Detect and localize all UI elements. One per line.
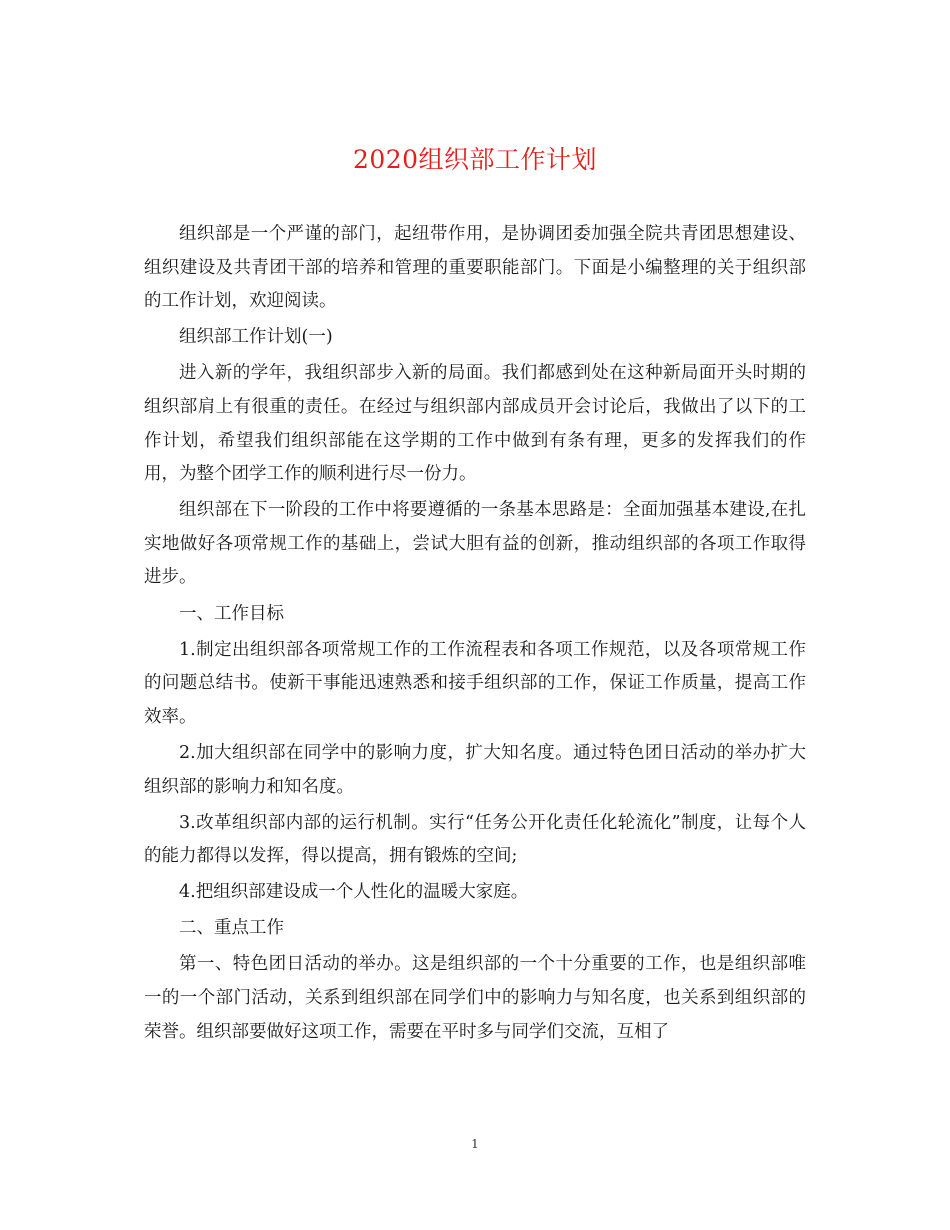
paragraph: 组织部在下一阶段的工作中将要遵循的一条基本思路是：全面加强基本建设,在扎实地做好各项常规工作的基础上，尝试大胆有益的创新，推动组织部的各项工作取得进步。	[144, 500, 806, 588]
paragraph: 进入新的学年，我组织部步入新的局面。我们都感到处在这种新局面开头时期的组织部肩上有很重的责任。在经过与组织部内部成员开会讨论后，我做出了以下的工作计划，希望我们组织部能在这学期的工作中做到有条有理，更多的发挥我们的作用，为整个团学工作的顺利进行尽一份力。	[144, 363, 806, 485]
section-heading: 二、重点工作	[179, 918, 284, 939]
paragraph: 组织部是一个严谨的部门，起纽带作用，是协调团委加强全院共青团思想建设、组织建设及共青团干部的培养和管理的重要职能部门。下面是小编整理的关于组织部的工作计划，欢迎阅读。	[144, 224, 806, 312]
document-body	[144, 218, 806, 1052]
paragraph: 第一、特色团日活动的举办。这是组织部的一个十分重要的工作，也是组织部唯一的一个部门活动，关系到组织部在同学们中的影响力与知名度，也关系到组织部的荣誉。组织部要做好这项工作，需要在平时多与同学们交流，互相了	[144, 954, 806, 1042]
page-number: 1	[471, 1137, 479, 1151]
section-heading: 一、工作目标	[179, 603, 284, 624]
document-title: 2020组织部工作计划	[352, 145, 598, 174]
paragraph: 2.加大组织部在同学中的影响力度，扩大知名度。通过特色团日活动的举办扩大组织部的影响力和知名度。	[144, 742, 806, 797]
paragraph: 3.改革组织部内部的运行机制。实行“任务公开化责任化轮流化”制度，让每个人的能力都得以发挥，得以提高，拥有锻炼的空间;	[144, 812, 806, 867]
paragraph: 4.把组织部建设成一个人性化的温暖大家庭。	[179, 882, 529, 903]
paragraph: 组织部工作计划(一)	[179, 327, 333, 348]
paragraph: 1.制定出组织部各项常规工作的工作流程表和各项工作规范，以及各项常规工作的问题总结书。使新干事能迅速熟悉和接手组织部的工作，保证工作质量，提高工作效率。	[144, 639, 806, 727]
